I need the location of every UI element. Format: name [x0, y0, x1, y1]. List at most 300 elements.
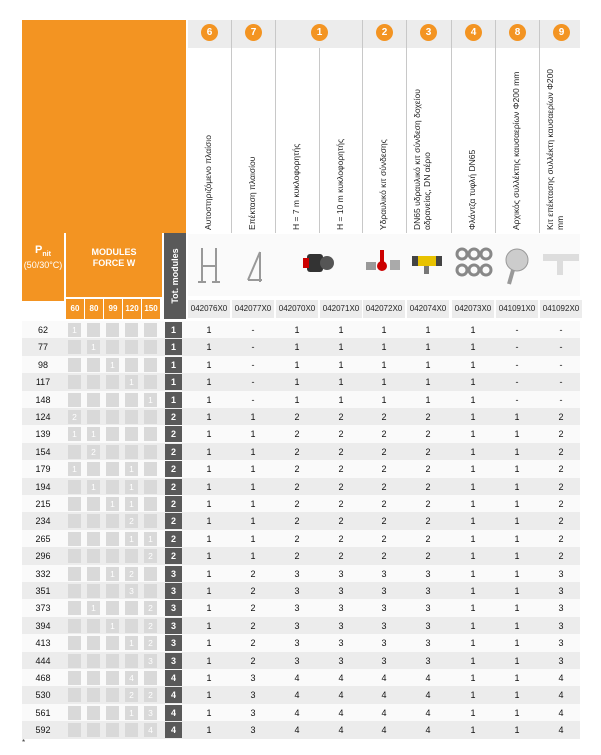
- power-value: 332: [35, 568, 51, 579]
- quantity-cell: 2: [425, 464, 431, 475]
- quantity-cell: 2: [425, 412, 431, 422]
- module-count: [87, 393, 100, 407]
- quantity-cell: 3: [250, 707, 256, 718]
- quantity-cell: 2: [250, 655, 256, 666]
- module-count: [87, 514, 100, 528]
- quantity-cell: 3: [381, 603, 387, 614]
- total-modules: 3: [165, 635, 182, 651]
- module-count: [87, 654, 100, 668]
- quantity-cell: 2: [294, 551, 300, 562]
- quantity-cell: 1: [338, 377, 344, 388]
- product-code: 042073X0: [452, 300, 494, 318]
- quantity-cell: 2: [294, 516, 300, 527]
- flange-icon: [452, 246, 494, 285]
- quantity-cell: -: [515, 359, 519, 370]
- table-row: [22, 634, 580, 652]
- quantity-cell: 4: [558, 690, 564, 701]
- total-modules: 3: [165, 600, 182, 616]
- column-divider: [231, 20, 232, 233]
- column-number-1: 1: [311, 24, 328, 41]
- module-count: [144, 567, 157, 581]
- quantity-cell: 1: [250, 516, 256, 527]
- column-header-label: Κιτ επέκτασης συλλέκτη καυσαερίων Φ200 mm: [545, 68, 565, 230]
- total-modules: 4: [165, 705, 182, 721]
- quantity-cell: 1: [206, 325, 212, 335]
- column-number-9: 9: [553, 24, 570, 41]
- footnote: *: [22, 738, 26, 747]
- quantity-cell: 1: [206, 481, 212, 492]
- power-value: 373: [35, 603, 51, 614]
- module-count: [144, 671, 157, 685]
- column-header-label: Αυτοστηριζόμενο πλαίσιο: [203, 135, 213, 230]
- module-count: [125, 323, 138, 337]
- quantity-cell: 3: [338, 655, 344, 666]
- table-row: [22, 425, 580, 443]
- module-count: [68, 393, 81, 407]
- flue-extension-icon: [540, 246, 582, 281]
- quantity-cell: 2: [381, 499, 387, 509]
- module-count: [106, 636, 119, 650]
- quantity-cell: 1: [470, 516, 476, 527]
- table-row: [22, 582, 580, 600]
- table-row: [22, 669, 580, 687]
- table-row: [22, 704, 580, 722]
- module-count: [106, 549, 119, 563]
- table-row: [22, 391, 580, 409]
- module-count: 1: [106, 358, 119, 372]
- total-modules: 3: [165, 653, 182, 669]
- module-count: [87, 410, 100, 424]
- module-count: [87, 567, 100, 581]
- quantity-cell: 3: [294, 620, 300, 631]
- module-count: 1: [125, 532, 138, 546]
- module-count: [144, 375, 157, 389]
- quantity-cell: 3: [338, 620, 344, 631]
- module-size-120: 120: [123, 299, 141, 319]
- quantity-cell: 3: [338, 603, 344, 614]
- quantity-cell: 1: [250, 533, 256, 544]
- quantity-cell: 1: [514, 673, 520, 683]
- quantity-cell: -: [251, 359, 255, 370]
- module-count: 1: [125, 636, 138, 650]
- column-divider: [319, 48, 320, 233]
- quantity-cell: 3: [381, 620, 387, 631]
- quantity-cell: 3: [425, 603, 431, 614]
- total-modules: 4: [165, 670, 182, 686]
- product-code: 041092X0: [540, 300, 582, 318]
- module-count: [106, 532, 119, 546]
- quantity-cell: 1: [294, 394, 300, 405]
- modules-header: MODULES FORCE W: [66, 233, 162, 297]
- module-count: [87, 375, 100, 389]
- power-value: 413: [35, 638, 51, 649]
- product-code: 042074X0: [407, 300, 449, 318]
- quantity-cell: 2: [338, 446, 344, 457]
- quantity-cell: 2: [558, 551, 564, 562]
- module-count: [106, 514, 119, 528]
- quantity-cell: 1: [470, 551, 476, 562]
- quantity-cell: 1: [470, 620, 476, 631]
- module-count: 1: [68, 427, 81, 441]
- quantity-cell: 3: [294, 568, 300, 579]
- module-count: [68, 532, 81, 546]
- module-count: 1: [144, 393, 157, 407]
- power-value: 98: [37, 359, 48, 370]
- column-divider: [406, 20, 407, 233]
- quantity-cell: -: [559, 359, 563, 370]
- quantity-cell: 1: [206, 620, 212, 631]
- quantity-cell: 1: [514, 429, 520, 440]
- quantity-cell: 1: [514, 464, 520, 475]
- module-count: [87, 532, 100, 546]
- total-modules: 1: [165, 339, 182, 355]
- quantity-cell: 1: [470, 533, 476, 544]
- quantity-cell: 3: [558, 638, 564, 649]
- total-modules: 1: [165, 357, 182, 373]
- quantity-cell: 3: [381, 638, 387, 649]
- header-corner: [22, 20, 186, 233]
- module-count: [125, 358, 138, 372]
- product-code: 042070X0: [276, 300, 318, 318]
- module-count: 1: [125, 462, 138, 476]
- module-count: [87, 323, 100, 337]
- quantity-cell: 4: [558, 707, 564, 718]
- quantity-cell: 1: [250, 499, 256, 509]
- quantity-cell: 1: [470, 359, 476, 370]
- quantity-cell: 2: [558, 533, 564, 544]
- module-count: [68, 584, 81, 598]
- quantity-cell: 2: [381, 481, 387, 492]
- quantity-cell: 2: [294, 446, 300, 457]
- module-count: [144, 497, 157, 511]
- power-value: 117: [35, 377, 51, 388]
- module-count: [144, 323, 157, 337]
- quantity-cell: 1: [206, 377, 212, 388]
- quantity-cell: 2: [381, 551, 387, 562]
- quantity-cell: 1: [250, 412, 256, 422]
- module-count: 4: [125, 671, 138, 685]
- quantity-cell: 1: [206, 516, 212, 527]
- column-number-3: 3: [420, 24, 437, 41]
- module-count: [106, 654, 119, 668]
- table-row: [22, 530, 580, 548]
- module-count: [68, 375, 81, 389]
- quantity-cell: 4: [381, 725, 387, 736]
- power-value: 592: [35, 725, 51, 736]
- quantity-cell: 1: [514, 412, 520, 422]
- quantity-cell: -: [515, 377, 519, 388]
- quantity-cell: 1: [206, 707, 212, 718]
- module-count: [87, 723, 100, 737]
- module-count: 2: [144, 619, 157, 633]
- module-count: 2: [144, 549, 157, 563]
- quantity-cell: 1: [206, 551, 212, 562]
- module-count: [87, 358, 100, 372]
- quantity-cell: 3: [558, 620, 564, 631]
- module-count: [125, 340, 138, 354]
- quantity-cell: 3: [558, 586, 564, 596]
- column-number-8: 8: [509, 24, 526, 41]
- quantity-cell: 2: [558, 516, 564, 527]
- power-value: 351: [35, 586, 51, 596]
- module-count: [125, 619, 138, 633]
- module-count: [106, 688, 119, 702]
- module-count: [87, 688, 100, 702]
- module-count: 4: [144, 723, 157, 737]
- module-count: [106, 445, 119, 459]
- quantity-cell: 2: [558, 429, 564, 440]
- quantity-cell: -: [515, 325, 519, 335]
- module-count: [106, 601, 119, 615]
- quantity-cell: 1: [381, 342, 387, 353]
- quantity-cell: 1: [206, 568, 212, 579]
- module-count: 2: [125, 514, 138, 528]
- table-row: [22, 599, 580, 617]
- column-header-label: Αρχικός συλλέκτης καυσαερίων Φ200 mm: [511, 71, 521, 230]
- module-count: [106, 410, 119, 424]
- quantity-cell: 4: [381, 673, 387, 683]
- power-value: 62: [37, 325, 48, 335]
- module-count: [125, 445, 138, 459]
- quantity-cell: 4: [338, 725, 344, 736]
- quantity-cell: 1: [514, 499, 520, 509]
- quantity-cell: 2: [294, 499, 300, 509]
- quantity-cell: 2: [338, 516, 344, 527]
- total-modules: 2: [165, 548, 182, 564]
- power-value: 179: [35, 464, 51, 475]
- quantity-cell: 2: [294, 464, 300, 475]
- quantity-cell: 1: [514, 707, 520, 718]
- power-header: $P_{nit}$ (50/30°C): [22, 233, 64, 301]
- quantity-cell: 1: [206, 342, 212, 353]
- module-count: [68, 636, 81, 650]
- module-count: [106, 584, 119, 598]
- column-number-7: 7: [245, 24, 262, 41]
- module-count: [87, 584, 100, 598]
- quantity-cell: 1: [470, 412, 476, 422]
- quantity-cell: 1: [338, 342, 344, 353]
- quantity-cell: 1: [294, 359, 300, 370]
- table-row: [22, 565, 580, 583]
- quantity-cell: 1: [470, 655, 476, 666]
- quantity-cell: 1: [514, 533, 520, 544]
- module-count: 1: [125, 480, 138, 494]
- quantity-cell: -: [515, 342, 519, 353]
- power-value: 394: [35, 620, 51, 631]
- quantity-cell: 1: [470, 464, 476, 475]
- quantity-cell: 3: [294, 655, 300, 666]
- quantity-cell: 1: [470, 673, 476, 683]
- column-divider: [451, 20, 452, 233]
- power-value: 530: [35, 690, 51, 701]
- quantity-cell: 2: [250, 568, 256, 579]
- table-row: [22, 443, 580, 461]
- table-row: [22, 373, 580, 391]
- quantity-cell: 4: [294, 725, 300, 736]
- quantity-cell: -: [251, 377, 255, 388]
- quantity-cell: 3: [381, 568, 387, 579]
- quantity-cell: 3: [381, 586, 387, 596]
- quantity-cell: 1: [294, 325, 300, 335]
- power-value: 468: [35, 673, 51, 683]
- product-code: 042072X0: [363, 300, 405, 318]
- column-number-2: 2: [376, 24, 393, 41]
- column-divider: [275, 20, 276, 233]
- quantity-cell: 2: [558, 446, 564, 457]
- quantity-cell: 2: [425, 429, 431, 440]
- quantity-cell: 1: [514, 481, 520, 492]
- quantity-cell: 1: [470, 499, 476, 509]
- total-modules: 1: [165, 392, 182, 408]
- quantity-cell: 2: [338, 429, 344, 440]
- quantity-cell: 1: [338, 394, 344, 405]
- quantity-cell: 3: [425, 620, 431, 631]
- module-count: [68, 358, 81, 372]
- quantity-cell: 4: [425, 725, 431, 736]
- quantity-cell: 3: [338, 568, 344, 579]
- total-modules: 4: [165, 687, 182, 703]
- quantity-cell: -: [559, 377, 563, 388]
- total-modules: 2: [165, 479, 182, 495]
- quantity-cell: 1: [425, 342, 431, 353]
- module-count: 1: [106, 567, 119, 581]
- module-count: [144, 410, 157, 424]
- quantity-cell: 1: [425, 359, 431, 370]
- quantity-cell: 1: [514, 603, 520, 614]
- total-modules: 2: [165, 531, 182, 547]
- quantity-cell: 2: [250, 638, 256, 649]
- quantity-cell: 3: [558, 568, 564, 579]
- quantity-cell: 2: [425, 551, 431, 562]
- module-count: [87, 462, 100, 476]
- module-count: [106, 393, 119, 407]
- quantity-cell: 3: [294, 603, 300, 614]
- quantity-cell: 2: [338, 481, 344, 492]
- module-count: [144, 480, 157, 494]
- quantity-cell: 1: [514, 690, 520, 701]
- quantity-cell: 2: [425, 516, 431, 527]
- column-header-label: DN65 υδραυλικό κιτ σύνδεση δοχείου αδρανείας, DN αέριο: [412, 89, 432, 230]
- quantity-cell: 1: [206, 446, 212, 457]
- quantity-cell: 1: [381, 325, 387, 335]
- module-count: [68, 445, 81, 459]
- module-count: [144, 514, 157, 528]
- quantity-cell: 1: [514, 516, 520, 527]
- quantity-cell: 1: [206, 359, 212, 370]
- quantity-cell: 2: [558, 499, 564, 509]
- module-count: [68, 706, 81, 720]
- quantity-cell: 1: [381, 394, 387, 405]
- quantity-cell: 4: [425, 690, 431, 701]
- quantity-cell: 3: [250, 673, 256, 683]
- quantity-cell: 1: [425, 325, 431, 335]
- table-row: [22, 547, 580, 565]
- quantity-cell: 4: [558, 725, 564, 736]
- table-row: [22, 408, 580, 426]
- quantity-cell: 2: [425, 533, 431, 544]
- quantity-cell: 1: [381, 359, 387, 370]
- module-count: [87, 619, 100, 633]
- table-row: [22, 652, 580, 670]
- quantity-cell: 2: [338, 551, 344, 562]
- module-count: 1: [68, 462, 81, 476]
- quantity-cell: 2: [250, 620, 256, 631]
- column-header-label: H = 10 m κυκλοφορητής: [335, 138, 345, 230]
- power-value: 124: [35, 412, 51, 422]
- module-count: 1: [125, 706, 138, 720]
- quantity-cell: 1: [206, 499, 212, 509]
- quantity-cell: 3: [381, 655, 387, 666]
- quantity-cell: 2: [425, 446, 431, 457]
- column-divider: [495, 20, 496, 233]
- module-count: [68, 688, 81, 702]
- quantity-cell: 1: [250, 551, 256, 562]
- quantity-cell: 1: [206, 464, 212, 475]
- module-count: 1: [125, 497, 138, 511]
- module-count: [68, 497, 81, 511]
- pump-icon: [298, 246, 340, 285]
- quantity-cell: 3: [425, 638, 431, 649]
- quantity-cell: 1: [206, 638, 212, 649]
- module-count: [125, 393, 138, 407]
- quantity-cell: 1: [381, 377, 387, 388]
- quantity-cell: 4: [338, 673, 344, 683]
- quantity-cell: 2: [381, 464, 387, 475]
- module-count: [106, 427, 119, 441]
- module-count: [106, 480, 119, 494]
- total-modules: 2: [165, 444, 182, 460]
- quantity-cell: 1: [425, 377, 431, 388]
- table-row: [22, 495, 580, 513]
- quantity-cell: 4: [558, 673, 564, 683]
- module-count: 1: [106, 619, 119, 633]
- power-value: 154: [35, 446, 51, 457]
- total-modules: 4: [165, 722, 182, 738]
- column-divider: [362, 20, 363, 233]
- total-modules: 2: [165, 513, 182, 529]
- product-code: 042071X0: [320, 300, 362, 318]
- module-count: [106, 323, 119, 337]
- module-count: [68, 549, 81, 563]
- quantity-cell: 1: [294, 342, 300, 353]
- table-row: [22, 338, 580, 356]
- quantity-cell: 2: [294, 481, 300, 492]
- table-row: [22, 321, 580, 339]
- quantity-cell: 1: [206, 429, 212, 440]
- quantity-cell: 1: [338, 359, 344, 370]
- quantity-cell: 4: [381, 707, 387, 718]
- module-count: [144, 358, 157, 372]
- module-count: 2: [125, 688, 138, 702]
- module-count: 3: [125, 584, 138, 598]
- total-modules: 3: [165, 583, 182, 599]
- product-code: 042076X0: [188, 300, 230, 318]
- module-count: 1: [87, 340, 100, 354]
- quantity-cell: 2: [338, 499, 344, 509]
- quantity-cell: 1: [470, 481, 476, 492]
- total-modules: 2: [165, 409, 182, 425]
- table-row: [22, 356, 580, 374]
- quantity-cell: 2: [338, 412, 344, 422]
- quantity-cell: 4: [294, 673, 300, 683]
- total-modules-header: Tot. modules: [164, 233, 186, 319]
- quantity-cell: 4: [338, 707, 344, 718]
- power-value: 444: [35, 655, 51, 666]
- quantity-cell: 2: [425, 481, 431, 492]
- quantity-cell: 3: [425, 568, 431, 579]
- module-count: 2: [125, 567, 138, 581]
- power-value: 296: [35, 551, 51, 562]
